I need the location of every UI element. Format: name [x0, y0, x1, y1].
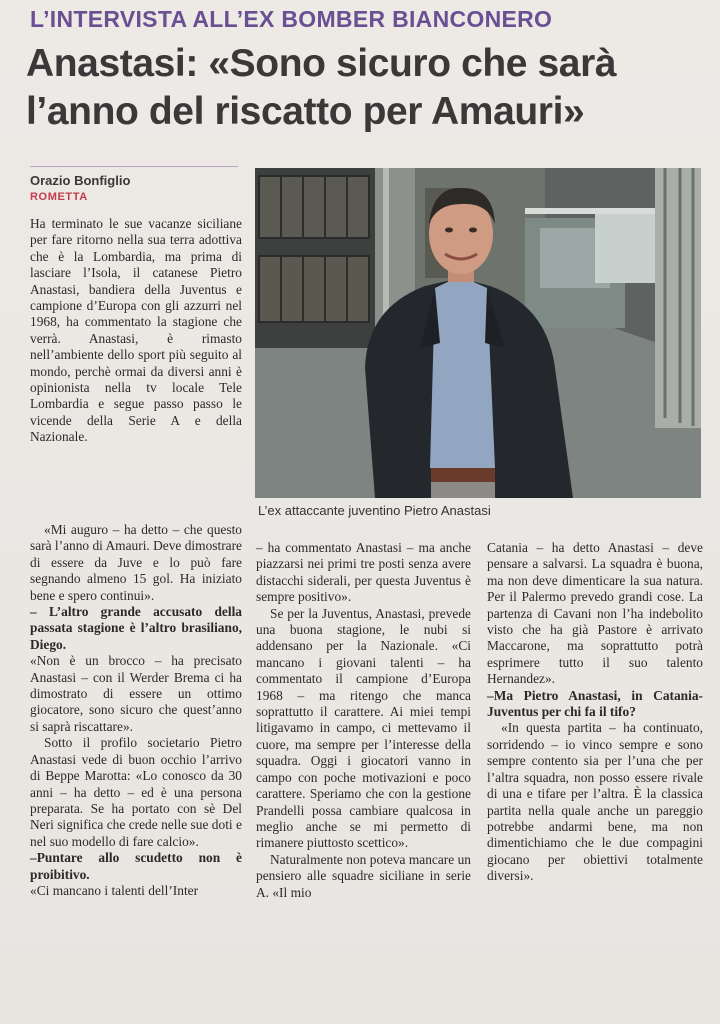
paragraph: «Mi auguro – ha detto – che questo sarà l’anno di Amauri. Deve dimostrare di essere da Juve e lo può fare segnando almeno 15 gol. Ha iniziato bene e spero continui».	[30, 522, 242, 603]
paragraph: Naturalmente non poteva mancare un pensiero alle squadre siciliane in serie A. «Il mio	[256, 851, 471, 900]
byline-author: Orazio Bonfiglio	[30, 173, 131, 188]
headline-line-2: l’anno del riscatto per Amauri»	[26, 90, 585, 133]
headline-line-1: Anastasi: «Sono sicuro che sarà	[26, 42, 617, 85]
article-column-4	[487, 540, 703, 885]
paragraph: Catania – ha detto Anastasi – deve pensare a salvarsi. La squadra è buona, ma non deve dimenticare la sua natura. Per il Palermo prevedo grandi cose. La partenza di Cavani non l’ha indebolito visto che ha già Pastore è arrivato Maccarone, ma soprattutto potrà esprimere tutto il suo talento Hernandez».	[487, 540, 703, 687]
paragraph: Se per la Juventus, Anastasi, prevede una buona stagione, le nubi si addensano per la Nazionale. «Ci mancano i giovani talenti – ha commentato il campione d’Europa 1968 – ma ritengo che manca soprattutto il carattere. Ai miei tempi litigavamo in campo, ci mettevamo il cuore, ma sempre per l’interesse della squadra. Oggi i giocatori vanno in campo con poche motivazioni e poco carattere. Speriamo che con la gestione Prandelli possa cambiare qualcosa in meglio anche se mi permetto di rimanere piuttosto scettico».	[256, 605, 471, 851]
kicker: L’INTERVISTA ALL’EX BOMBER BIANCONERO	[30, 6, 553, 32]
photo-caption: L’ex attaccante juventino Pietro Anastasi	[258, 503, 491, 518]
interview-question: –Puntare allo scudetto non è proibitivo.	[30, 850, 242, 882]
paragraph: «Ci mancano i talenti dell’Inter	[30, 882, 199, 898]
headline	[26, 40, 706, 136]
paragraph: – ha commentato Anastasi – ma anche piazzarsi nei primi tre posti senza avere distacchi siderali, per questa Juventus è sempre positivo».	[256, 540, 471, 605]
paragraph: Ha terminato le sue vacanze siciliane per fare ritorno nella sua terra adottiva che è la Lombardia, ma prima di lasciare l’Isola, il catanese Pietro Anastasi, bandiera della Juventus e campione d’Europa con gli azzurri nel 1968, ha commentato la stagione che verrà. Anastasi, è rimasto nell’ambiente dello sport più seguito al mondo, perchè ormai da diversi anni è opinionista nella tv locale Tele Lombardia e segue passo passo le vicende della Serie A e della Nazionale.	[30, 216, 242, 445]
paragraph: «In questa partita – ha continuato, sorridendo – io vinco sempre e sono sempre contento sia per l’una che per l’altra squadra, non posso essere rivale di una e tifare per l’altra. È la classica partita nella quale anche un pareggio potrebbe andarmi bene, ma non dimentichiamo che le due compagini giocano per obiettivi totalmente diversi».	[487, 720, 703, 884]
byline-place: ROMETTA	[30, 191, 88, 203]
paragraph: «Non è un brocco – ha precisato Anastasi – con il Werder Brema ci ha dimostrato di essere un ottimo giocatore, sono sicuro che quest’anno si saprà riscattare».	[30, 653, 242, 734]
article-column-3	[256, 540, 471, 901]
article-column-1	[30, 216, 242, 446]
article-column-2	[30, 522, 242, 899]
photo-illustration	[255, 168, 701, 498]
byline-divider	[30, 166, 238, 167]
interview-question: – L’altro grande accusato della passata stagione è l’altro brasiliano, Diego.	[30, 604, 242, 652]
article-photo	[255, 168, 701, 498]
interview-question: –Ma Pietro Anastasi, in Catania-Juventus per chi fa il tifo?	[487, 687, 703, 720]
paragraph: Sotto il profilo societario Pietro Anastasi vede di buon occhio l’arrivo di Beppe Marotta: «Lo conosco da 30 anni – ha detto – ed è una persona preparata. Se ha portato con sè Del Neri significa che crede nelle sue doti e nel suo modello di fare calcio».	[30, 735, 242, 849]
